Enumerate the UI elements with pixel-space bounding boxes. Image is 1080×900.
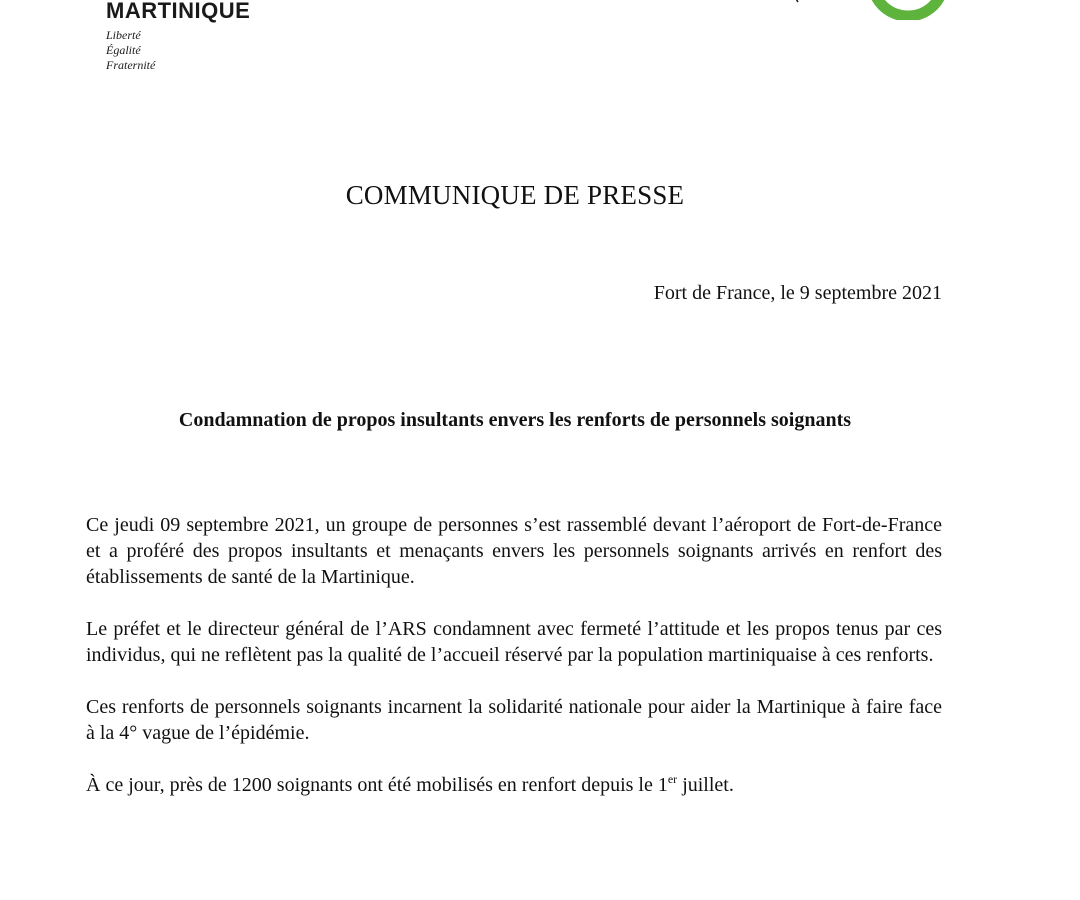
region-name: MARTINIQUE xyxy=(106,0,251,23)
motto-fraternite: Fraternité xyxy=(106,58,156,72)
paragraph-4-end: juillet. xyxy=(677,774,734,796)
republic-motto xyxy=(106,28,250,73)
ars-logo-icon xyxy=(862,0,954,20)
body-text xyxy=(86,512,942,798)
motto-egalite: Égalité xyxy=(106,43,141,57)
partial-logo-mark-icon xyxy=(792,0,800,4)
paragraph-1: Ce jeudi 09 septembre 2021, un groupe de personnes s’est rassemblé devant l’aéroport de Fort-de-France et a proféré des propos insultants et menaçants envers les personnels soignants arrivés en renfort des établissements de santé de la Martinique. xyxy=(86,514,942,588)
paragraph-4 xyxy=(86,772,942,798)
motto-liberte: Liberté xyxy=(106,28,141,42)
ordinal-superscript: er xyxy=(667,772,678,786)
paragraph-2: Le préfet et le directeur général de l’ARS condamnent avec fermeté l’attitude et les propos tenus par ces individus, qui ne reflètent pas la qualité de l’accueil réservé par la population martiniquaise à ces renforts. xyxy=(86,618,942,666)
paragraph-4-text: À ce jour, près de 1200 soignants ont été mobilisés en renfort depuis le 1 xyxy=(86,774,668,796)
paragraph-3: Ces renforts de personnels soignants incarnent la solidarité nationale pour aider la Martinique à faire face à la 4° vague de l’épidémie. xyxy=(86,696,942,744)
prefecture-header xyxy=(106,0,250,73)
date-line: Fort de France, le 9 septembre 2021 xyxy=(653,282,942,304)
subject-heading: Condamnation de propos insultants envers les renforts de personnels soignants xyxy=(178,409,852,431)
document-title: COMMUNIQUE DE PRESSE xyxy=(345,180,685,210)
